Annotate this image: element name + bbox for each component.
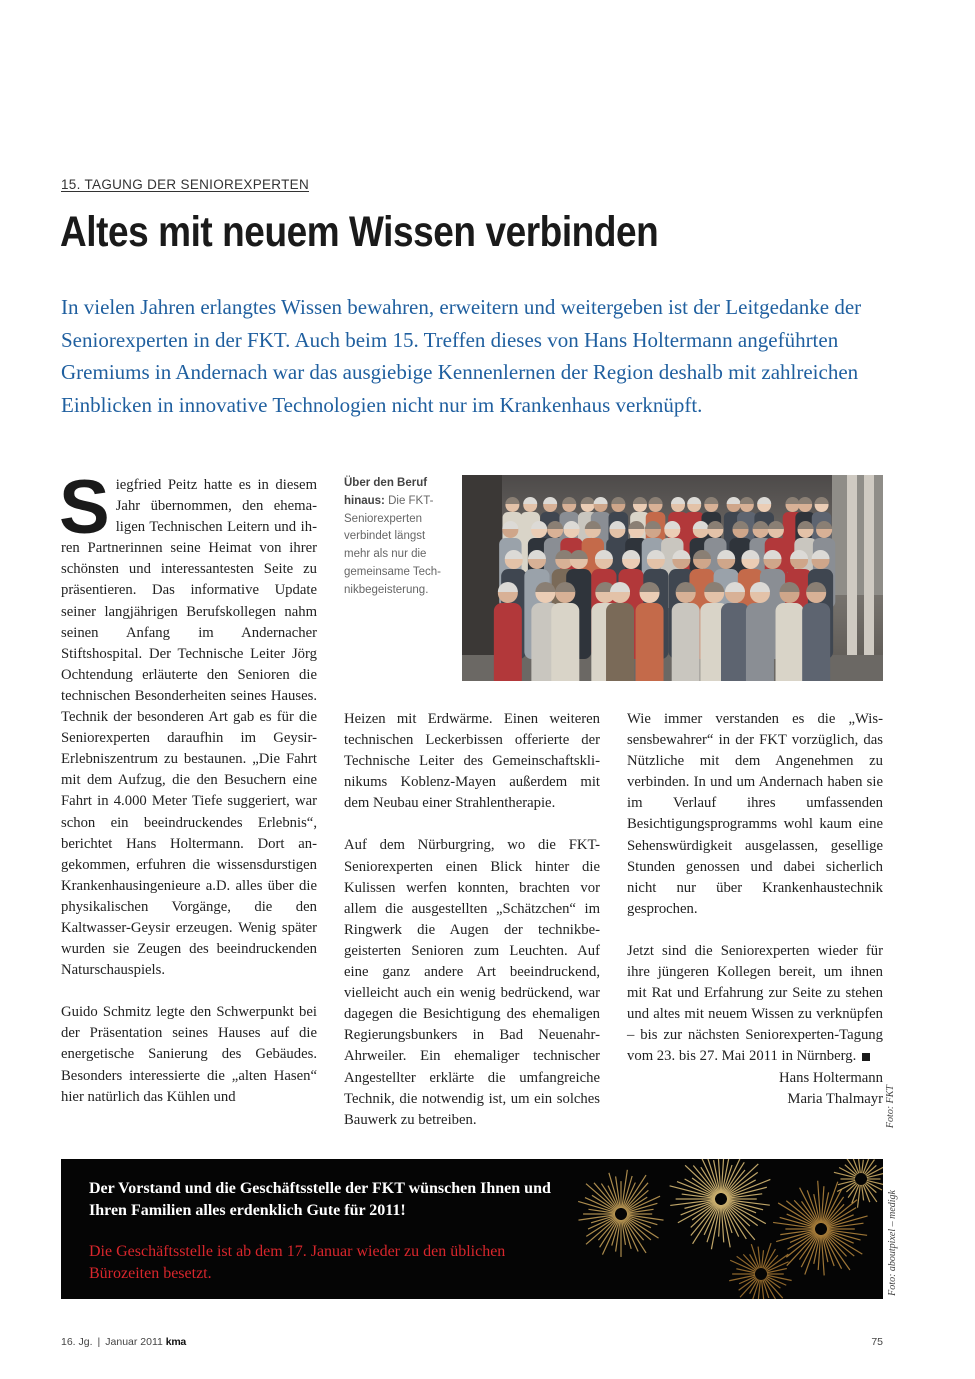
kicker: 15. TAGUNG DER SENIOREXPERTEN bbox=[61, 177, 310, 192]
banner-credit: Foto: aboutpixel – medigk bbox=[887, 1190, 898, 1296]
paragraph: Guido Schmitz legte den Schwerpunkt bei der Präsentation seines Hauses auf die energetische Sanierung des Gebäudes. Besonders interessierte die „alten Hasen“ hier natürlich das Kühlen und bbox=[61, 1004, 317, 1105]
article-column-3 bbox=[627, 709, 883, 1110]
greeting-banner bbox=[61, 1159, 883, 1299]
issue-date: Januar 2011 bbox=[105, 1336, 163, 1348]
paragraph: Auf dem Nürburgring, wo die FKT-Seniorexperten einen Blick hinter die Kulissen werfen konnten, brachten vor allem die ausgestellten „Schätzchen“ im Ringwerk die Augen der technikbegeisterten Senioren zum Leuchten. Auf eine ganz andere Art beeindruckend, vielleicht auch ein wenig bedrückend, war dagegen die Besichtigung des ehemaligen Regierungsbunkers in Bad Neuenahr-Ahrweiler. Ein ehemaliger technischer Angestellter erklärte die umfangreiche Technik, die notwendig ist, um ein solches Bauwerk zu betreiben. bbox=[344, 837, 600, 1128]
separator: | bbox=[97, 1336, 101, 1348]
paragraph-closing-text: Jetzt sind die Seniorexperten wieder für ihre jüngeren Kollegen bereit, um ihnen mit Rat und Erfahrung zur Seite zu stehen und altes mit neuem Wissen zu verknüpfen – bis zur nächsten Seniorexperten-Tagung vom 23. bis 27. Mai 2011 in Nürnberg. bbox=[627, 942, 883, 1065]
drop-cap: S bbox=[59, 465, 110, 550]
paragraph-intro bbox=[59, 465, 317, 981]
author-name: Maria Thalmayr bbox=[787, 1090, 883, 1107]
caption-text: Die FKT-Seniorexperten verbindet längst mehr als nur die gemeinsame Technikbegeisterung. bbox=[344, 494, 441, 596]
group-photo-image bbox=[462, 475, 883, 681]
caption-title: Über den Beruf hinaus: bbox=[344, 477, 428, 507]
author-signature bbox=[627, 1068, 883, 1110]
author-name: Hans Holtermann bbox=[778, 1069, 883, 1086]
volume: 16. Jg. bbox=[61, 1336, 93, 1348]
banner-greeting: Der Vorstand und die Geschäftsstelle der FKT wünschen Ihnen und Ihren Familien alles erdenklich Gute für 2011! bbox=[89, 1180, 551, 1219]
headline: Altes mit neuem Wissen verbinden bbox=[60, 208, 659, 256]
magazine-logo: kma bbox=[165, 1336, 186, 1348]
banner-notice: Die Geschäftsstelle ist ab dem 17. Januar wieder zu den üblichen Bürozeiten besetzt. bbox=[89, 1243, 506, 1282]
paragraph-intro-text: iegfried Peitz hatte es in diesem Jahr übernommen, den ehemaligen Technischen Leitern und ihren Partnerinnen seine Heimat von ihrer schönsten und interessantesten Seite zu präsentieren. Das informative Update seiner langjährigen Berufskollegen nahm seinen Anfang im Andernacher Stiftshospital. Der Technische Leiter Jörg Ochtendung erläuterte den Senioren die technischen Besonderheiten seines Hauses. Technik der besonderen Art gab es für die Seniorexperten daraufhin im Geysir-Erlebniszentrum zu bestaunen. „Die Fahrt mit dem Aufzug, die den Besuchern eine Fahrt in 4.000 Meter Tiefe suggeriert, war schon ein beeindruckendes Erlebnis“, berichtet Hans Holtermann. Dort angekommen, erfuhren die wissensdurstigen Krankenhausingenieure a.D. alles über die physikalischen Vorgänge, die den Kaltwasser-Geysir erzeugen. Wenig später wurden sie Zeugen des beeindruckenden Naturschauspiels. bbox=[61, 477, 317, 979]
photo-credit: Foto: FKT bbox=[885, 1085, 896, 1129]
photo-caption bbox=[344, 475, 449, 600]
lead-paragraph: In vielen Jahren erlangtes Wissen bewahren, erweitern und weitergeben ist der Leitgedanke der Seniorexperten in der FKT. Auch beim 15. Treffen dieses von Hans Holtermann angeführten Gremiums in Andernach war das ausgiebige Kennenlernen der Region deshalb mit zahlreichen Einblicken in innovative Technologien nicht nur im Krankenhaus verknüpft. bbox=[61, 295, 862, 417]
paragraph: Heizen mit Erdwärme. Einen weiteren technischen Leckerbissen offerierte der Technische Leiter des Gemeinschaftsklinikums Koblenz-Mayen außerdem mit dem Neubau einer Strahlentherapie. bbox=[344, 711, 600, 812]
article-column-2 bbox=[344, 709, 600, 1131]
page-footer bbox=[61, 1336, 883, 1348]
group-photo bbox=[462, 475, 883, 681]
page-number: 75 bbox=[871, 1336, 883, 1348]
paragraph-closing bbox=[627, 941, 883, 1068]
article-column-1 bbox=[59, 465, 317, 1108]
paragraph: Wie immer verstanden es die „Wissensbewahrer“ in der FKT vorzüglich, das Nützliche mit dem Angenehmen zu verbinden. In und um Andernach haben sie im Verlauf ihres umfassenden Besichtigungsprogramms wohl kaum eine Sehenswürdigkeit ausgelassen, gesellige Stunden genossen und dabei sicherlich nicht nur über Krankenhaustechnik gesprochen. bbox=[627, 711, 883, 917]
end-mark-icon bbox=[862, 1053, 870, 1061]
